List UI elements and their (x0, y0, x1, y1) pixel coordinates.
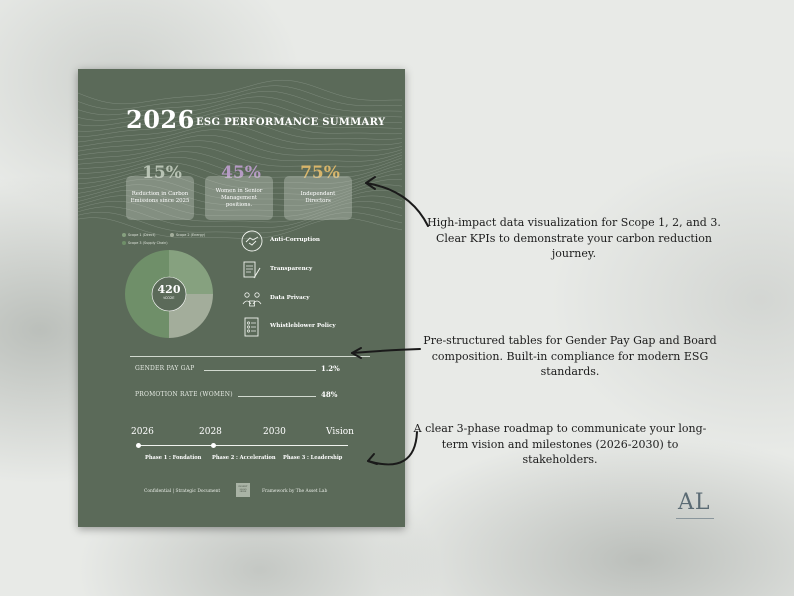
policy-label: Data Privacy (270, 295, 310, 301)
logo-placeholder (236, 483, 250, 497)
timeline-year-2030: 2030 (263, 427, 286, 437)
brand-logo-underline (676, 518, 714, 519)
footer-framework: Framework by The Asset Lab (262, 489, 328, 494)
phase-1: Phase 1 : Fondation (145, 455, 202, 461)
people-lock-icon (241, 288, 263, 310)
metric-line (204, 370, 316, 371)
metric-value-promotion-rate: 48% (321, 390, 338, 399)
kpi-value-directors: 75% (300, 163, 340, 183)
legend-item-scope3: Scope 3 (Supply Chain) (122, 241, 168, 245)
metric-label-promotion-rate: PROMOTION RATE (WOMEN) (135, 391, 233, 398)
policy-label: Whistleblower Policy (270, 323, 336, 329)
policy-transparency (241, 259, 381, 281)
timeline-vision: Vision (326, 427, 354, 437)
document-pen-icon (241, 259, 263, 281)
kpi-card-women (205, 176, 273, 220)
timeline-start-dot (136, 443, 141, 448)
policy-data-privacy (241, 288, 381, 310)
poster-title-year: 2026 (126, 105, 195, 134)
donut-center-unit: tCO2E (163, 296, 175, 300)
kpi-value-women: 45% (221, 163, 261, 183)
metric-label-gender-pay-gap: GENDER PAY GAP (135, 365, 195, 372)
kpi-value-carbon: 15% (142, 163, 182, 183)
poster-title: ESG PERFORMANCE SUMMARY (196, 117, 386, 128)
timeline-dot-2028 (211, 443, 216, 448)
kpi-card-carbon (126, 176, 194, 220)
legend-item-scope2: Scope 2 (Energy) (170, 233, 205, 237)
metric-line (238, 396, 316, 397)
donut-center-value: 420 (157, 283, 181, 296)
timeline-year-2028: 2028 (199, 427, 222, 437)
annotation-tables: Pre-structured tables for Gender Pay Gap and Board composition. Built-in compliance for modern ESG standards. (423, 334, 717, 378)
kpi-card-directors (284, 176, 352, 220)
policy-label: Transparency (270, 266, 313, 272)
kpi-label-carbon: Reduction in Carbon Emissions since 2025 (130, 191, 190, 204)
policy-whistleblower (241, 316, 381, 338)
timeline-year-2026: 2026 (131, 427, 154, 437)
phase-2: Phase 2 : Acceleration (212, 455, 276, 461)
metric-value-gender-pay-gap: 1.2% (321, 364, 340, 373)
brand-logo: AL (678, 490, 711, 515)
legend-item-scope1: Scope 1 (Direct) (122, 233, 155, 237)
handshake-icon (241, 230, 263, 252)
timeline-line (138, 445, 348, 446)
policy-anti-corruption (241, 230, 381, 252)
kpi-label-women: Women in Senior Management positions. (215, 187, 263, 208)
footer-confidential: Confidential | Strategic Document (144, 489, 221, 494)
kpi-label-directors: Independant Directors (300, 191, 336, 204)
annotation-roadmap: A clear 3-phase roadmap to communicate your long- term vision and milestones (2026-2030) to stakeholders. (413, 422, 707, 466)
phase-3: Phase 3 : Leadership (283, 455, 343, 461)
section-divider (130, 356, 370, 357)
checklist-icon (241, 316, 263, 338)
policy-label: Anti-Corruption (270, 237, 320, 243)
annotation-data-visualization: High-impact data visualization for Scope 1, 2, and 3. Clear KPIs to demonstrate your carbon reduction journey. (427, 216, 721, 260)
logo-placeholder-text: INSERT LOGO HERE (238, 484, 248, 494)
esg-poster (78, 69, 405, 527)
